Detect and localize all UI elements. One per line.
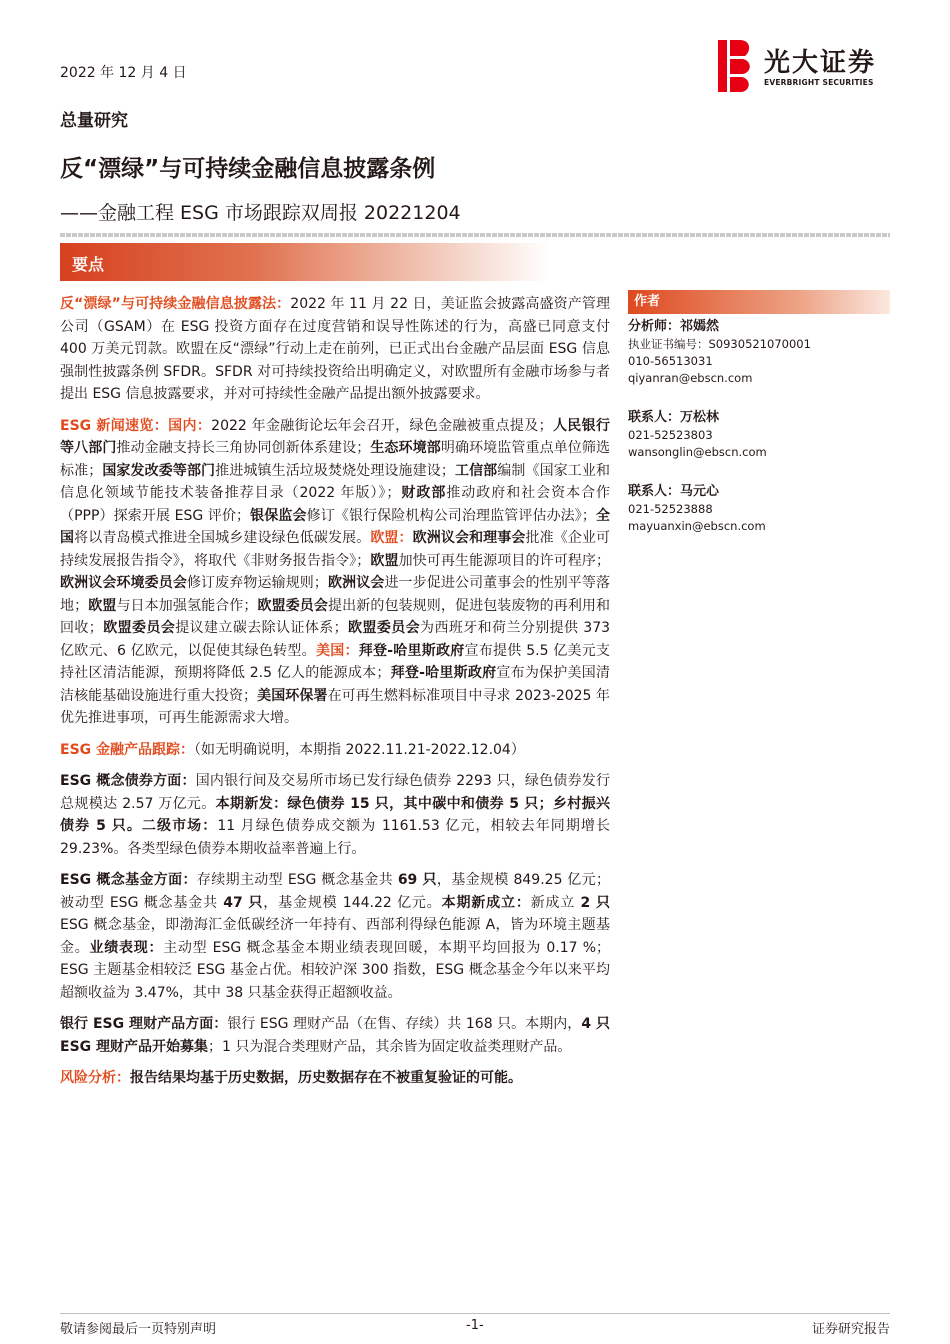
text-run: 4 只 ESG 理财产品开始募集: [60, 1016, 610, 1055]
contact1-email: wansonglin@ebscn.com: [628, 445, 767, 459]
text-run: 欧洲议会: [327, 575, 385, 591]
paragraph-funds: [60, 869, 610, 1004]
text-run: 生态环境部: [370, 440, 441, 456]
paragraph-esg-news: [60, 415, 610, 730]
text-run: 报告结果均基于历史数据，历史数据存在不被重复验证的可能。: [130, 1070, 522, 1086]
text-run: ESG 概念基金，即渤海汇金低碳经济一年持有、西部利得绿色能源 A，皆为环境主题基金。: [60, 917, 610, 956]
text-run: 明确环境监管重点单位筛选标准；: [60, 440, 611, 479]
text-run: 2 只: [580, 894, 611, 911]
text-run: 全国: [60, 507, 611, 546]
text-run: 美国：: [315, 642, 359, 659]
report-subtitle: ——金融工程 ESG 市场跟踪双周报 20221204: [60, 202, 461, 224]
text-run: 批准《企业可持续发展报告指令》，将取代《非财务报告指令》；: [60, 530, 611, 569]
text-run: 2022 年金融街论坛年会召开，绿色金融被重点提及；: [211, 417, 553, 434]
text-run: ESG 金融产品跟踪：: [60, 741, 195, 758]
report-category: 总量研究: [60, 111, 128, 131]
footer-doc-type: 证券研究报告: [811, 1322, 890, 1337]
text-run: 欧洲议会环境委员会: [60, 575, 187, 591]
contact2-phone: 021-52523888: [628, 502, 713, 516]
analyst-email: qiyanran@ebscn.com: [628, 371, 753, 385]
text-run: 国家发改委等部门: [102, 462, 216, 479]
text-run: 11 月绿色债券成交额为 1161.53 亿元，相较去年同期增长 29.23%。各类型绿色债券本期收益率普遍上行。: [60, 818, 610, 857]
text-run: 拜登-哈里斯政府: [390, 665, 497, 681]
text-run: 欧盟委员会: [257, 597, 329, 614]
paragraph-greenwashing: [60, 293, 610, 406]
text-run: 2022 年 11 月 22 日，美证监会披露高盛资产管理公司（GSAM）在 ESG 投资方面存在过度营销和误导性陈述的行为，高盛已同意支付 400 万美元罚款。欧盟在反“漂绿”行动上走在前列，已正式出台金融产品层面 ESG 信息强制性披露条例 SFDR。SFDR 对可持续投资给出明确定义，对欧盟所有金融市场参与者提出 ESG 信息披露要求，并对可持续性金融产品提出额外披露要求。: [60, 296, 610, 402]
contact1-name: 联系人：万松林: [628, 410, 720, 425]
logo-mark-icon: [718, 40, 752, 92]
text-run: 47 只: [223, 894, 264, 911]
text-run: 欧盟委员会: [347, 620, 421, 636]
text-run: 存续期主动型 ESG 概念基金共: [196, 872, 398, 888]
text-run: 提议建立碳去除认证体系；: [175, 620, 348, 636]
text-run: ，基金规模 849.25 亿元；被动型 ESG 概念基金共: [60, 872, 610, 911]
text-run: 在可再生燃料标准项目中寻求 2023-2025 年优先推进事项，可再生能源需求大增。: [60, 687, 610, 726]
text-run: 主动型 ESG 概念基金本期业绩表现回暖，本期平均回报为 0.17 %；ESG 主题基金相较泛 ESG 基金占优。相较沪深 300 指数，ESG 概念基金今年以来平均超额收益为 3.47%，其中 38 只基金获得正超额收益。: [60, 939, 611, 1001]
company-logo: [718, 40, 908, 92]
contact-block-1: [628, 409, 890, 461]
analyst-cert: 执业证书编号：S0930521070001: [628, 337, 811, 351]
paragraph-wealth-products: [60, 1013, 610, 1058]
text-run: 反“漂绿”与可持续金融信息披露法：: [60, 296, 291, 312]
text-run: 为西班牙和荷兰分别提供 373 亿欧元、6 亿欧元，以促使其绿色转型。: [60, 620, 611, 659]
text-run: 修订《银行保险机构公司治理监管评估办法》；: [306, 507, 596, 524]
text-run: 人民银行等八部门: [60, 417, 611, 456]
paragraph-risk: [60, 1067, 610, 1090]
analyst-block: [628, 318, 890, 387]
author-sidebar: [628, 290, 890, 535]
logo-text-en: EVERBRIGHT SECURITIES: [764, 78, 874, 87]
contact1-phone: 021-52523803: [628, 428, 713, 442]
text-run: 银保监会: [250, 507, 307, 524]
text-run: ；1 只为混合类理财产品，其余皆为固定收益类理财产品。: [208, 1038, 572, 1055]
text-run: 拜登-哈里斯政府: [358, 642, 465, 659]
text-run: 银行 ESG 理财产品（在售、存续）共 168 只。本期内，: [227, 1016, 582, 1032]
text-run: 欧盟: [88, 597, 117, 614]
contact2-name: 联系人：马元心: [628, 484, 720, 499]
text-run: 欧盟：: [370, 530, 413, 546]
text-run: 编制《国家工业和信息化领域节能技术装备推荐目录（2022 年版）》；: [60, 462, 611, 501]
text-run: 银行 ESG 理财产品方面：: [60, 1016, 228, 1032]
paragraph-product-tracking: [60, 739, 610, 762]
text-run: 新成立: [530, 894, 581, 911]
text-run: 推动政府和社会资本合作（PPP）探索开展 ESG 评价；: [60, 485, 611, 524]
section-label: 要点: [72, 255, 105, 274]
footer-divider: [60, 1313, 890, 1314]
text-run: 风险分析：: [60, 1070, 130, 1086]
text-run: 欧洲议会和理事会: [412, 530, 526, 546]
section-header-key-points: [60, 243, 550, 281]
text-run: 进一步促进公司董事会的性别平等落地；: [60, 575, 611, 614]
text-run: ESG 概念基金方面：: [60, 872, 197, 888]
report-date: 2022 年 12 月 4 日: [60, 65, 187, 81]
page-number: -1-: [466, 1318, 484, 1333]
analyst-name: 分析师：祁嫣然: [628, 319, 720, 334]
text-run: 美国环保署: [257, 687, 328, 704]
text-run: 推动金融支持长三角协同创新体系建设；: [116, 440, 371, 456]
logo-text-cn: 光大证券: [764, 48, 877, 78]
text-run: 宣布为保护美国清洁核能基础设施进行重大投资；: [60, 665, 611, 704]
text-run: 工信部: [454, 462, 498, 479]
text-run: 推进城镇生活垃圾焚烧处理设施建设；: [215, 462, 455, 479]
text-run: 财政部: [400, 485, 447, 501]
text-run: ESG 概念债券方面：: [60, 773, 196, 789]
analyst-phone: 010-56513031: [628, 354, 713, 368]
text-run: ，基金规模 144.22 亿元。: [263, 894, 442, 911]
text-run: 本期新发：绿色债券 15 只，其中碳中和债券 5 只；乡村振兴债券 5 只。二级市场：: [60, 795, 610, 834]
text-run: 69 只: [397, 872, 437, 888]
text-run: （如无明确说明，本期指 2022.11.21-2022.12.04）: [194, 741, 525, 758]
text-run: 本期新成立：: [441, 894, 531, 911]
author-heading: [628, 290, 890, 314]
header-divider: [60, 233, 890, 237]
text-run: 将以青岛模式推进全国城乡建设绿色低碳发展。: [74, 530, 371, 546]
contact2-email: mayuanxin@ebscn.com: [628, 519, 766, 533]
text-run: ESG 新闻速览：国内：: [60, 417, 212, 434]
text-run: 国内银行间及交易所市场已发行绿色债券 2293 只，绿色债券发行总规模达 2.57 万亿元。: [60, 773, 610, 812]
text-run: 提出新的包装规则，促进包装废物的再利用和回收；: [60, 597, 611, 636]
contact-block-2: [628, 483, 890, 535]
report-title: 反“漂绿”与可持续金融信息披露条例: [60, 156, 436, 182]
text-run: 业绩表现：: [89, 939, 164, 956]
text-run: 欧盟委员会: [102, 620, 176, 636]
paragraph-bonds: [60, 770, 610, 860]
text-run: 加快可再生能源项目的许可程序；: [398, 552, 611, 569]
footer-disclaimer: 敬请参阅最后一页特别声明: [60, 1322, 217, 1337]
main-content: [60, 293, 610, 1099]
text-run: 与日本加强氢能合作；: [116, 597, 258, 614]
text-run: 修订废弃物运输规则；: [186, 575, 328, 591]
text-run: 欧盟: [370, 552, 399, 569]
author-heading-label: 作者: [634, 294, 661, 309]
text-run: 宣布提供 5.5 亿美元支持社区清洁能源，预期将降低 2.5 亿人的能源成本；: [60, 642, 610, 681]
